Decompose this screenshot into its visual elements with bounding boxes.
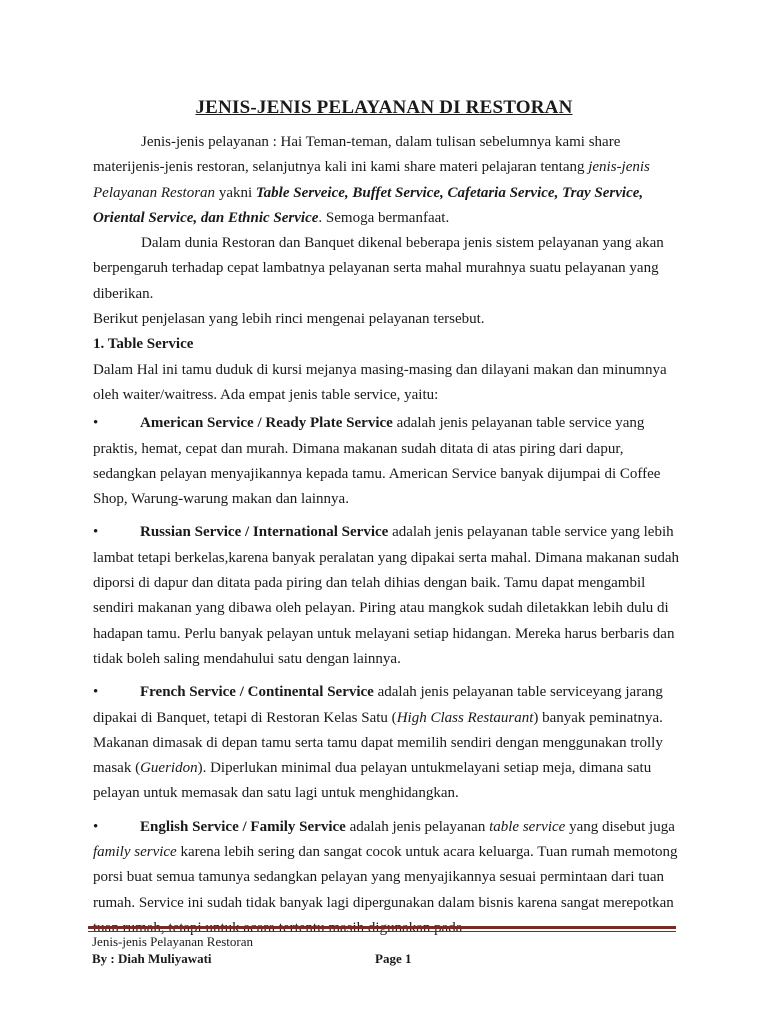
bullet-body: ). Diperlukan minimal dua pelayan untukmelayani setiap meja, dimana satu pelayan untuk memasak dan satu lagi untuk menghidangkan.: [93, 760, 652, 802]
bullet-icon: •: [93, 415, 99, 432]
bullet-icon: •: [93, 818, 99, 835]
bullet-italic-term: table service: [489, 818, 566, 835]
intro-text-a: Jenis-jenis pelayanan : Hai Teman-teman, dalam tulisan sebelumnya kami share materijenis-jenis restoran, selanjutnya kali ini kami share materi pelajaran tentang: [93, 134, 621, 176]
section-table-service-text: Dalam Hal ini tamu duduk di kursi mejanya masing-masing dan dilayani makan dan minumnya oleh waiter/waitress. Ada empat jenis table service, yaitu:: [93, 361, 667, 403]
bullet-body: adalah jenis pelayanan: [345, 818, 490, 835]
bullet-american-service: [93, 408, 683, 512]
footer-author: By : Diah Muliyawati: [92, 951, 212, 966]
bullet-title: Russian Service / International Service: [140, 524, 389, 541]
bullet-title: American Service / Ready Plate Service: [140, 415, 393, 432]
bullet-text: [93, 520, 683, 672]
bullet-icon: •: [93, 524, 99, 541]
bullet-title: French Service / Continental Service: [140, 684, 374, 701]
bullet-body: adalah jenis pelayanan table service yang lebih lambat tetapi berkelas,karena banyak peralatan yang dipakai serta mahal. Dimana makanan sudah diporsi di dapur dan ditata pada piring dan telah dihias dengan baik. Tamu dapat mengambil sendiri makanan yang dibawa oleh pelayan. Piring atau mangkok sudah diletakkan lebih dulu di hadapan tamu. Perlu banyak pelayan untuk melayani setiap hidangan. Mereka harus berbaris dan tidak boleh saling mendahului satu dengan lainnya.: [93, 524, 679, 667]
bullet-italic-term: family service: [93, 844, 177, 861]
footer-page-number: Page 1: [375, 951, 412, 966]
bullet-icon: •: [93, 684, 99, 701]
paragraph-explanation-intro: Berikut penjelasan yang lebih rinci mengenai pelayanan tersebut.: [93, 311, 485, 328]
intro-text-c: yakni: [215, 184, 256, 201]
bullet-italic-term: Gueridon: [140, 760, 198, 777]
page-footer: [92, 933, 682, 967]
bullet-text: [93, 680, 683, 806]
footer-document-title: Jenis-jenis Pelayanan Restoran: [92, 934, 254, 949]
bullet-body: karena lebih sering dan sangat cocok untuk acara keluarga. Tuan rumah memotong porsi buat semua tamunya sedangkan pelayan yang menyajikannya sesuai permintaan dari tuan rumah. Service ini sudah tidak banyak lagi dipergunakan dalam bisnis karena sangat merepotkan: [93, 844, 678, 911]
paragraph-restaurant-banquet: Dalam dunia Restoran dan Banquet dikenal beberapa jenis sistem pelayanan yang akan berpengaruh terhadap cepat lambatnya pelayanan serta mahal murahnya suatu pelayanan yang diberikan.: [93, 235, 664, 302]
bullet-body: yang disebut juga: [565, 818, 675, 835]
document-title: JENIS-JENIS PELAYANAN DI RESTORAN: [195, 97, 573, 118]
footer-divider-thick: [88, 926, 676, 929]
bullet-title: English Service / Family Service: [140, 818, 346, 835]
bullet-text: [93, 411, 683, 512]
bullet-body: adalah jenis pelayanan table serviceyang jarang dipakai di Banquet, tetapi di Restoran Kelas Satu (: [93, 684, 663, 726]
intro-paragraph: [93, 130, 683, 231]
bullet-english-service: [93, 812, 683, 941]
intro-italic-topic: jenis-jenis Pelayanan Restoran: [93, 159, 650, 201]
footer-divider-thin: [88, 931, 676, 932]
bullet-russian-service: [93, 517, 683, 672]
bullet-french-service: [93, 677, 683, 806]
intro-text-e: . Semoga bermanfaat.: [318, 209, 450, 226]
bullet-body: ) banyak peminatnya. Makanan dimasak di depan tamu serta tamu dapat memilih sendiri dengan menggunakan trolly masak (: [93, 709, 663, 777]
bullet-body: adalah jenis pelayanan table service yang praktis, hemat, cepat dan murah. Dimana makanan sudah ditata di atas piring dari dapur, sedangkan pelayan menyajikannya kepada tamu. American Service banyak dijumpai di Coffee Shop, Warung-warung makan dan lainnya.: [93, 415, 661, 508]
section-heading-table-service: 1. Table Service: [93, 336, 194, 353]
bullet-text: [93, 815, 683, 941]
document-body: [93, 130, 683, 941]
bullet-italic-term: High Class Restaurant: [396, 709, 534, 726]
intro-service-list: Table Serveice, Buffet Service, Cafetaria Service, Tray Service, Oriental Service, dan Ethnic Service: [93, 184, 644, 226]
